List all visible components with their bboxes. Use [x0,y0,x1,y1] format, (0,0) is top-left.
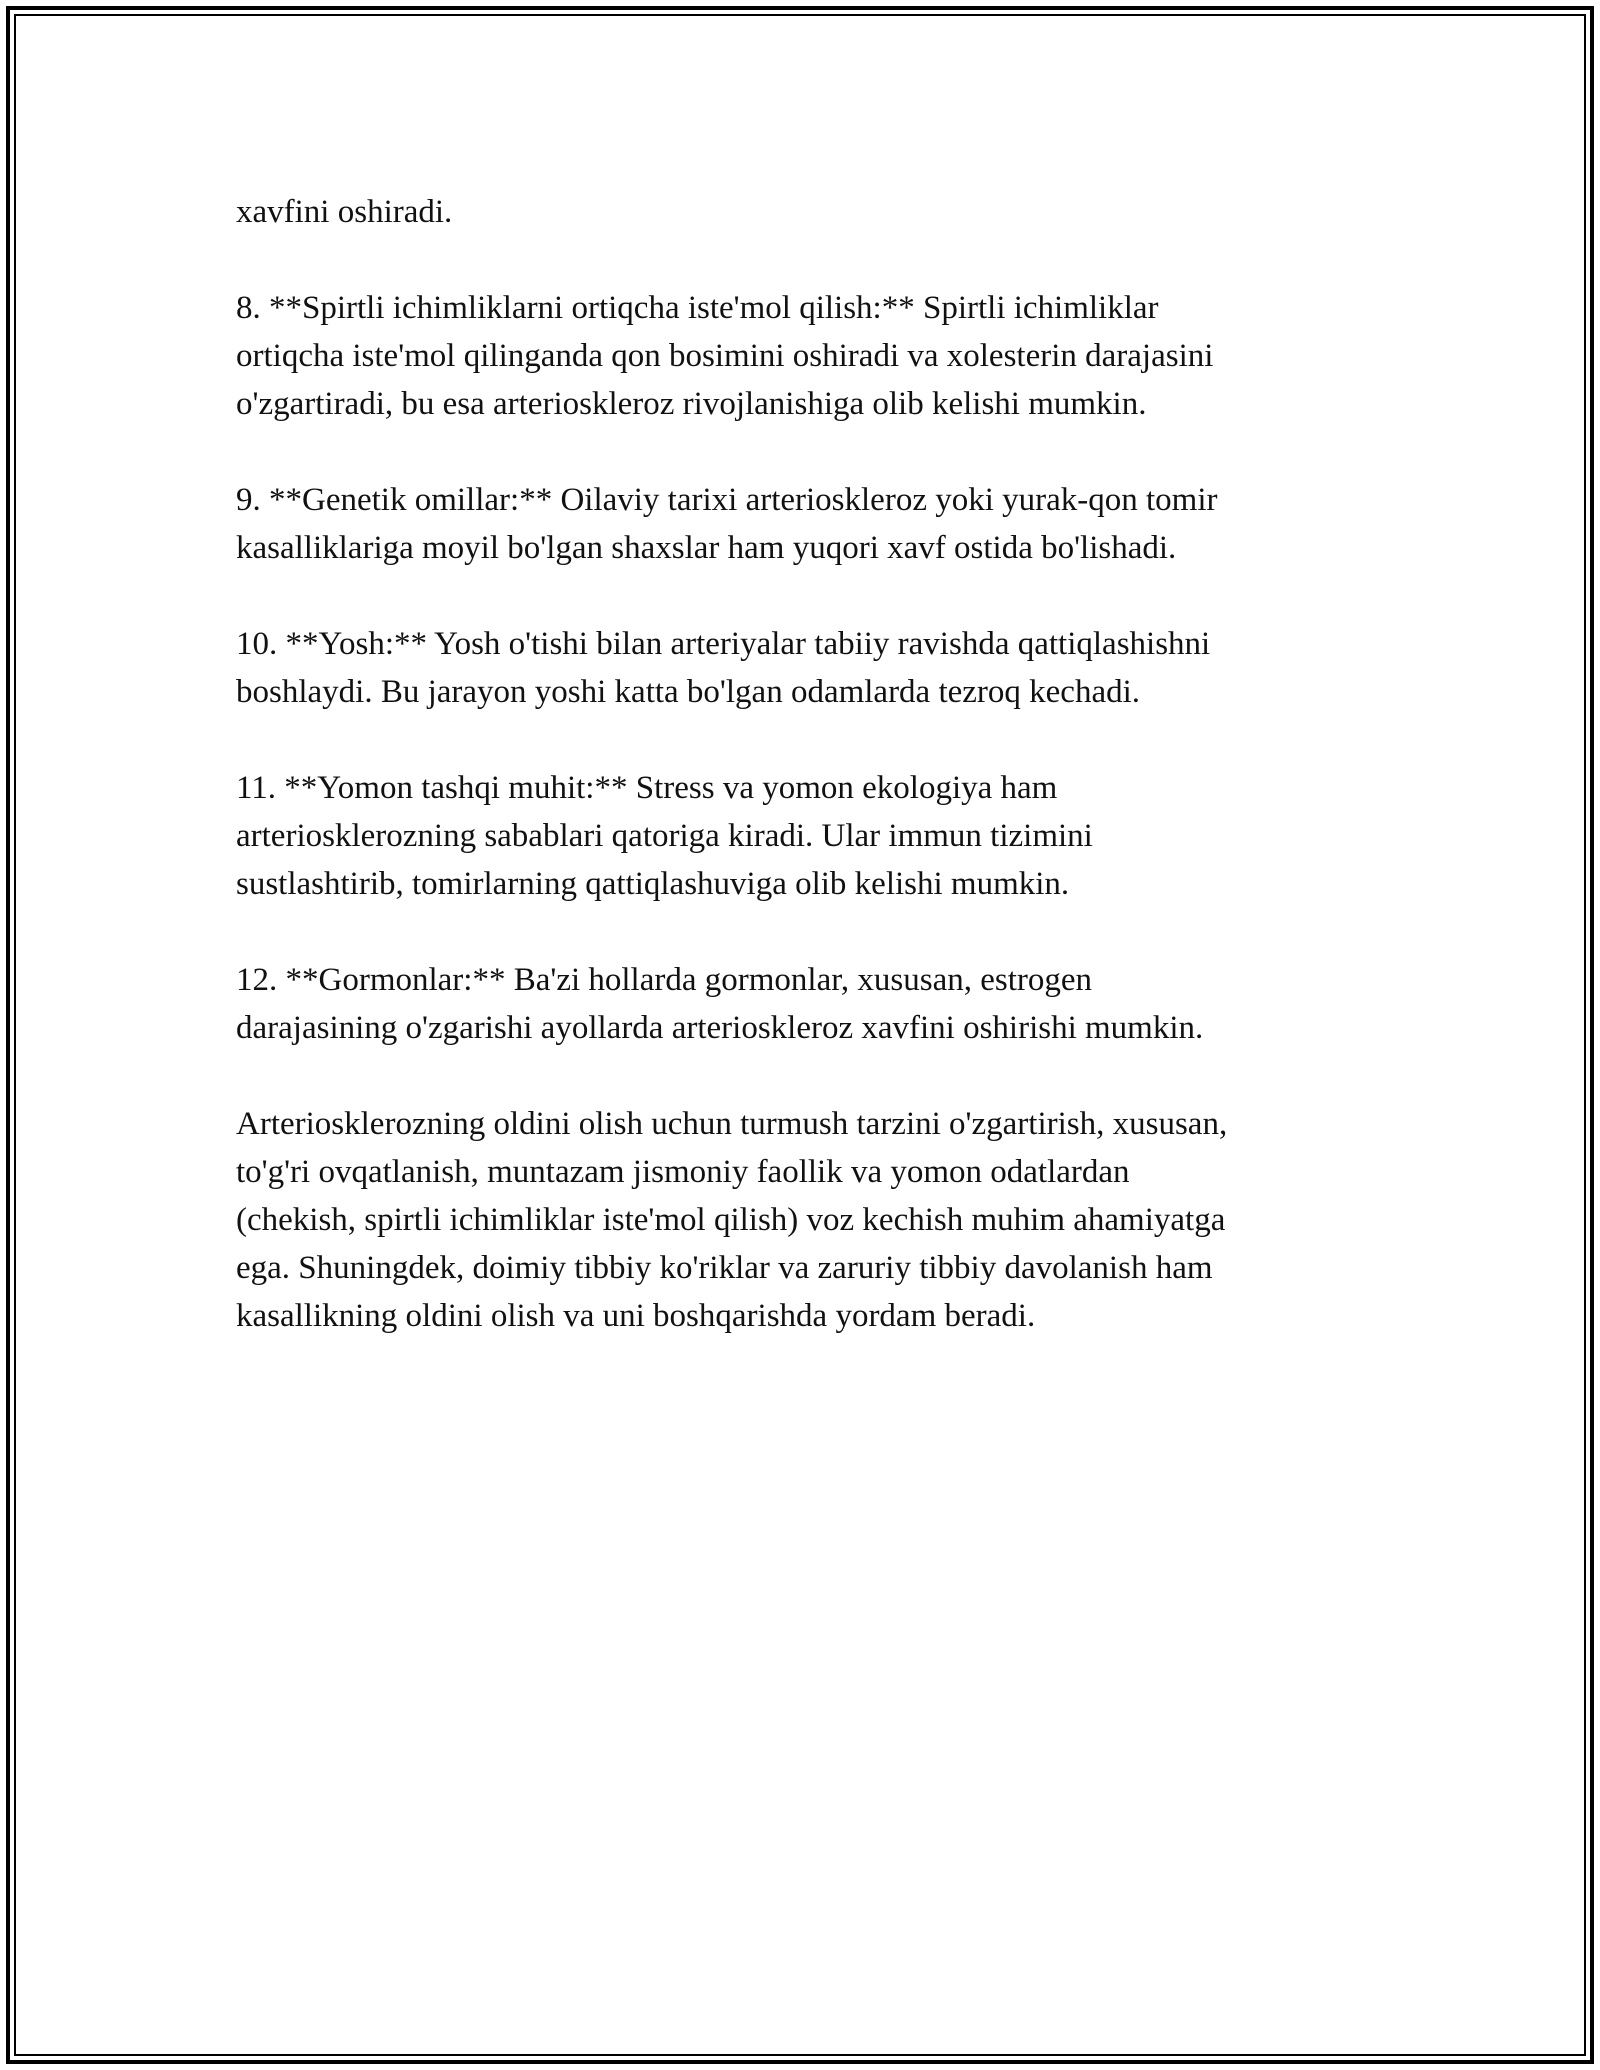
paragraph-item-12: 12. **Gormonlar:** Ba'zi hollarda gormonlar, xususan, estrogen darajasining o'zgarishi ayollarda arterioskleroz xavfini oshirishi mumkin. [236,962,1204,1046]
paragraph-item-9: 9. **Genetik omillar:** Oilaviy tarixi arterioskleroz yoki yurak-qon tomir kasalliklariga moyil bo'lgan shaxslar ham yuqori xavf ostida bo'lishadi. [236,482,1218,566]
paragraph-item-10: 10. **Yosh:** Yosh o'tishi bilan arteriyalar tabiiy ravishda qattiqlashishni boshlaydi. Bu jarayon yoshi katta bo'lgan odamlarda tezroq kechadi. [236,626,1211,710]
paragraph-item-11: 11. **Yomon tashqi muhit:** Stress va yomon ekologiya ham arteriosklerozning sabablari qatoriga kiradi. Ular immun tizimini sustlashtirib, tomirlarning qattiqlashuviga olib kelishi mumkin. [236,770,1093,902]
document-body [236,188,1366,1388]
paragraph-conclusion: Arteriosklerozning oldini olish uchun turmush tarzini o'zgartirish, xususan, to'g'ri ovqatlanish, muntazam jismoniy faollik va yomon odatlardan (chekish, spirtli ichimliklar iste'mol qilish) voz kechish muhim ahamiyatga ega. Shuningdek, doimiy tibbiy ko'riklar va zaruriy tibbiy davolanish ham kasallikning oldini olish va uni boshqarishda yordam beradi. [236,1106,1228,1334]
paragraph-item-8: 8. **Spirtli ichimliklarni ortiqcha iste'mol qilish:** Spirtli ichimliklar ortiqcha iste'mol qilinganda qon bosimini oshiradi va xolesterin darajasini o'zgartiradi, bu esa arterioskleroz rivojlanishiga olib kelishi mumkin. [236,290,1214,422]
paragraph-continuation: xavfini oshiradi. [236,194,453,230]
